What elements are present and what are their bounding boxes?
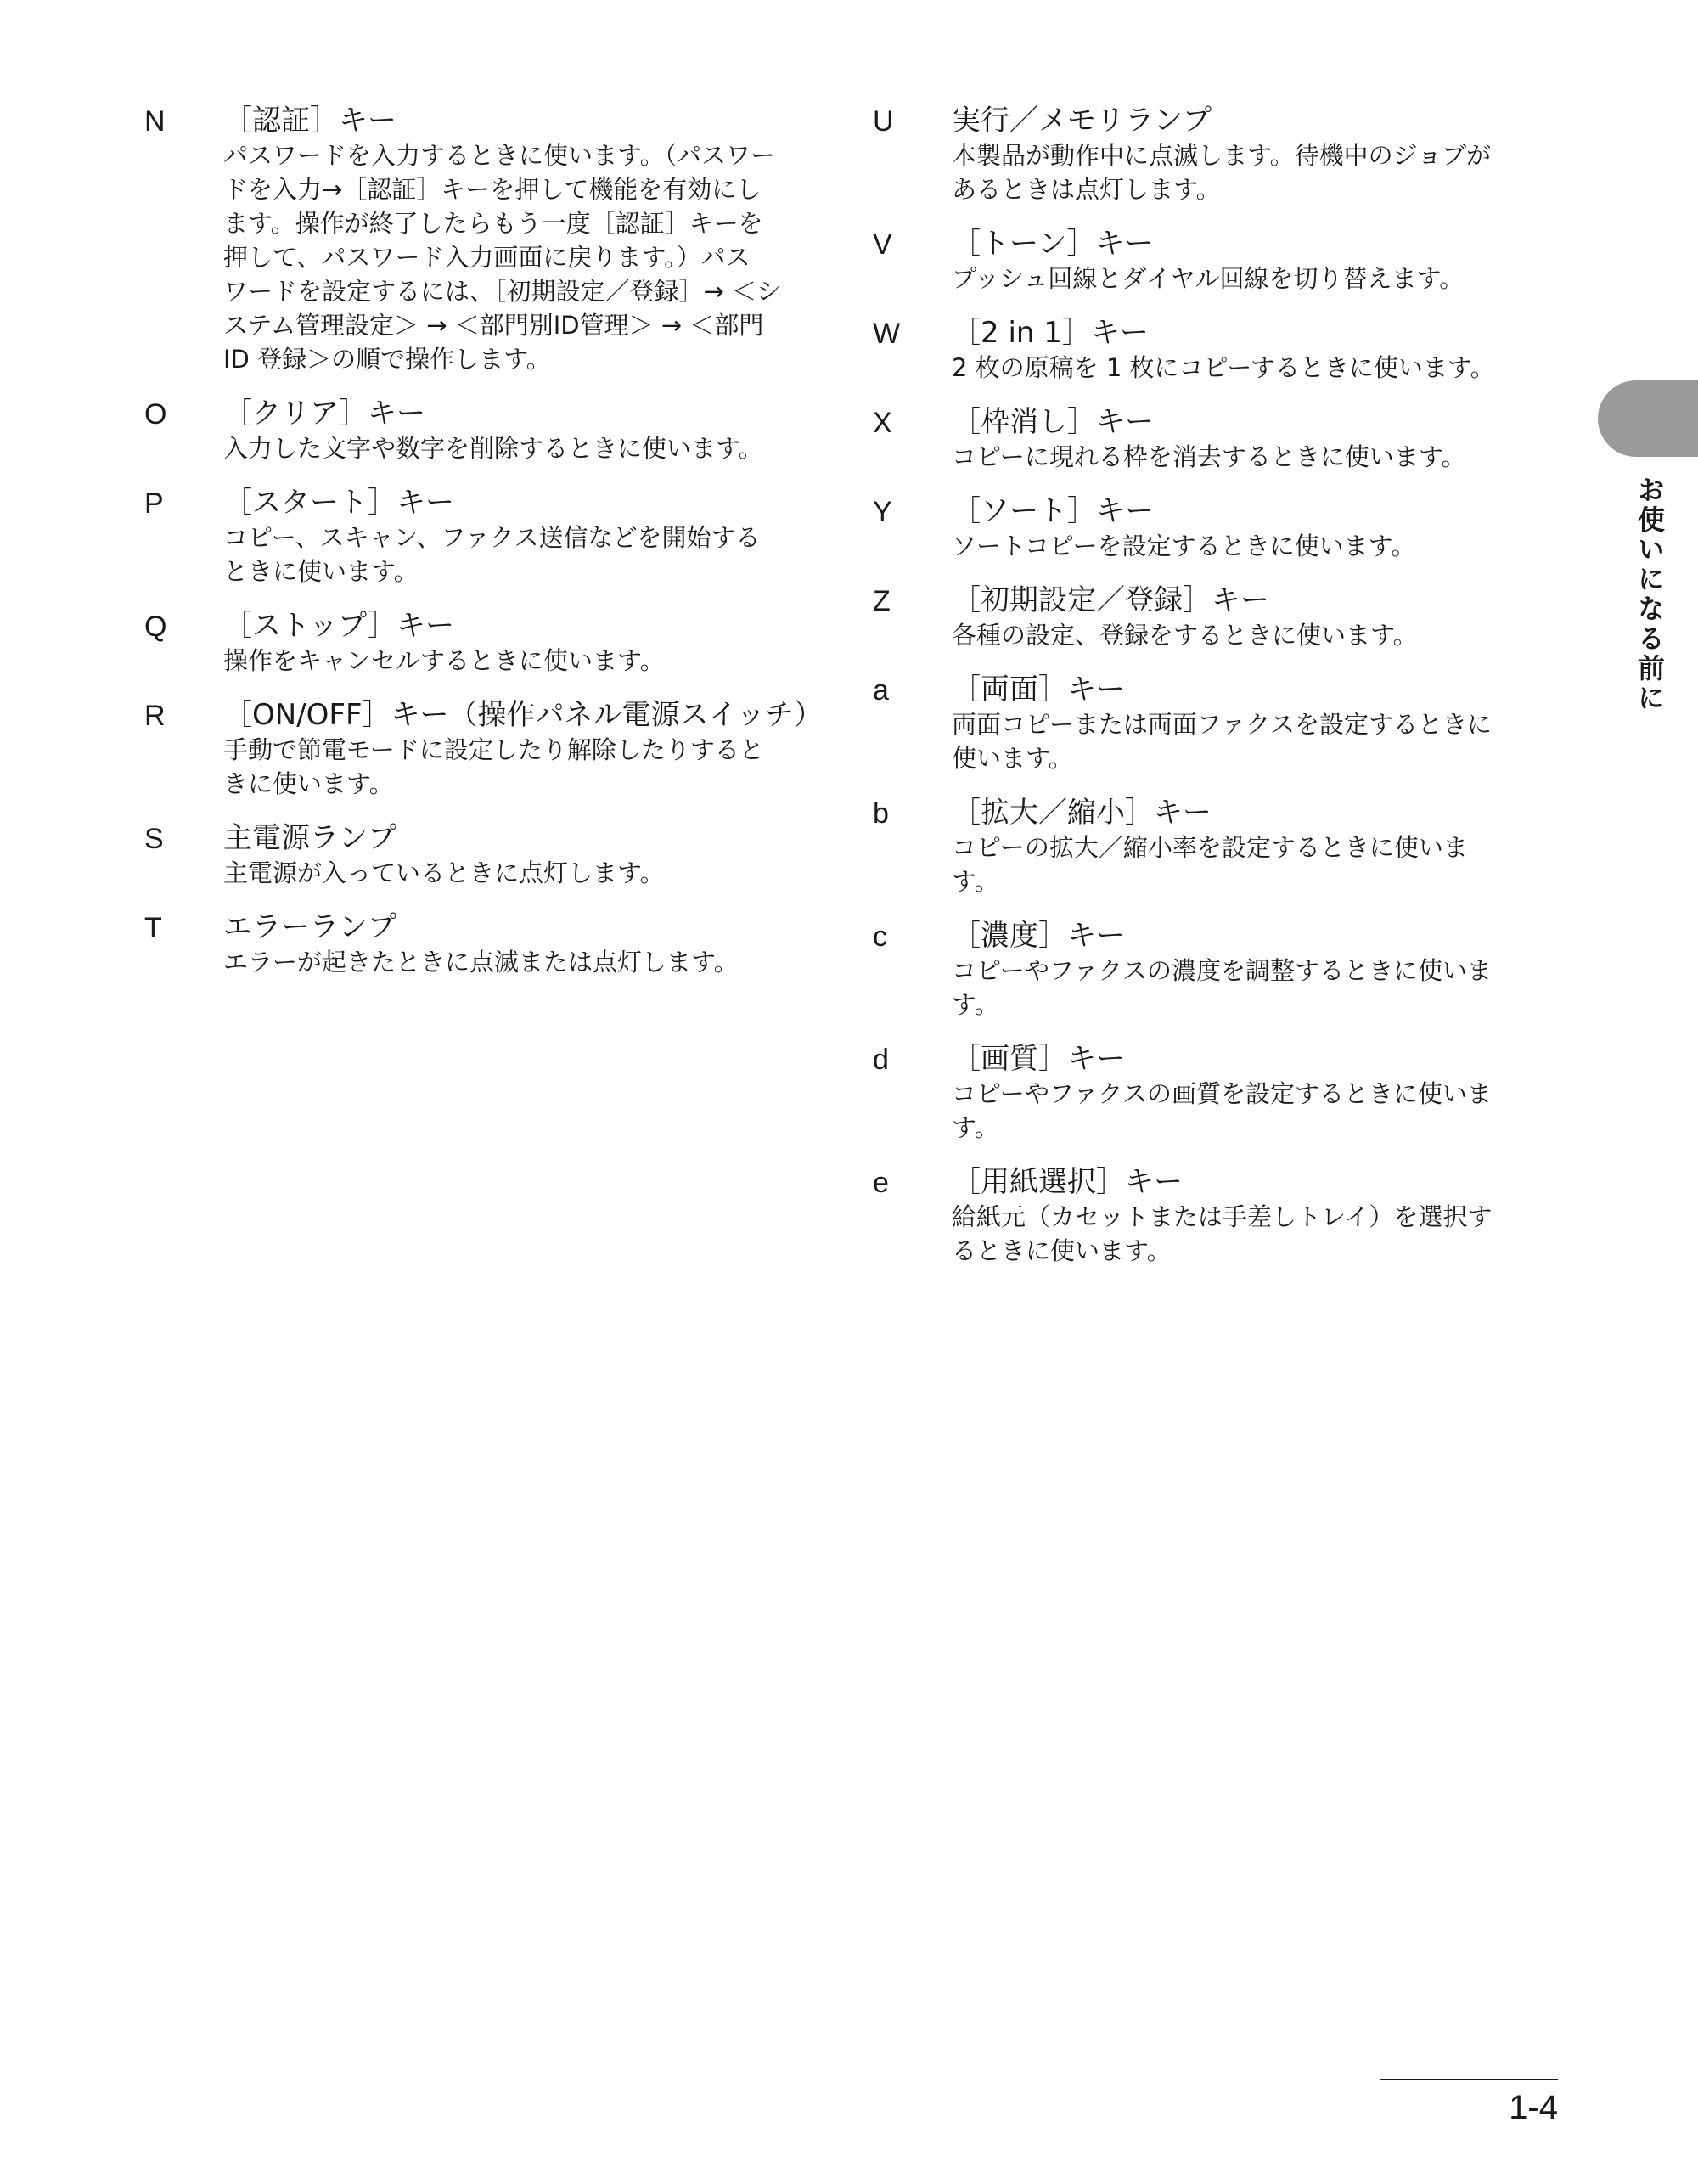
entry-description: [952, 618, 1569, 652]
entry-letter: c: [873, 920, 887, 953]
entry-letter: X: [873, 407, 892, 439]
entry-title: ［枠消し］キー: [952, 405, 1154, 439]
entry-description: [952, 529, 1569, 563]
entry-description: [223, 733, 841, 801]
key-entry: [873, 917, 1569, 1022]
key-entry: [873, 225, 1569, 296]
entry-title: エラーランプ: [223, 910, 396, 944]
description-line: 操作をキャンセルするときに使います。: [223, 646, 665, 675]
description-line: 給紙元（カセットまたは手差しトレイ）を選択す: [952, 1202, 1493, 1231]
description-line: プッシュ回線とダイヤル回線を切り替えます。: [952, 264, 1465, 293]
entry-description: [952, 138, 1569, 206]
description-line: 入力した文字や数字を削除するときに使います。: [223, 434, 763, 463]
entry-description: [223, 521, 841, 588]
description-line: コピーやファクスの濃度を調整するときに使いま: [952, 956, 1492, 985]
entry-description: [952, 707, 1569, 775]
description-line: す。: [952, 867, 999, 896]
description-line: コピーの拡大／縮小率を設定するときに使いま: [952, 833, 1468, 862]
entry-title: ［認証］キー: [223, 104, 396, 138]
entry-letter: Y: [873, 496, 892, 528]
chapter-tab: [1598, 380, 1698, 457]
description-line: パスワードを入力するときに使います。（パスワー: [223, 141, 776, 170]
entry-title: ［クリア］キー: [223, 397, 425, 431]
description-line: 各種の設定、登録をするときに使います。: [952, 621, 1418, 650]
left-column: [144, 102, 841, 998]
entry-title: ［両面］キー: [952, 673, 1125, 706]
entry-letter: P: [144, 487, 164, 520]
description-line: るときに使います。: [952, 1236, 1172, 1265]
entry-title: ［トーン］キー: [952, 227, 1154, 261]
description-line: 手動で節電モードに設定したり解除したりすると: [223, 735, 764, 764]
entry-letter: O: [144, 398, 167, 431]
key-entry: [144, 102, 841, 376]
entry-letter: Q: [144, 611, 167, 643]
key-entry: [873, 794, 1569, 898]
description-line: ドを入力→［認証］キーを押して機能を有効にし: [223, 175, 762, 204]
entry-description: [952, 1200, 1569, 1268]
entry-description: [223, 945, 841, 979]
entry-letter: V: [873, 228, 892, 261]
entry-title: ［スタート］キー: [223, 486, 454, 520]
entry-letter: R: [144, 700, 166, 732]
description-line: す。: [952, 990, 999, 1019]
description-line: 主電源が入っているときに点灯します。: [223, 858, 665, 887]
entry-letter: e: [873, 1167, 889, 1199]
key-entry: [873, 671, 1569, 775]
description-line: ソートコピーを設定するときに使います。: [952, 532, 1416, 560]
entry-letter: T: [144, 912, 162, 944]
entry-letter: S: [144, 823, 164, 855]
description-line: 両面コピーまたは両面ファクスを設定するときに: [952, 710, 1492, 739]
entry-description: [952, 830, 1569, 898]
entry-title: ［濃度］キー: [952, 919, 1125, 953]
entry-description: [223, 138, 841, 376]
key-entry: [144, 484, 841, 588]
key-entry: [144, 607, 841, 678]
entry-description: [952, 440, 1569, 474]
entry-title: 主電源ランプ: [223, 821, 396, 855]
key-entry: [144, 696, 841, 801]
description-line: す。: [952, 1113, 999, 1142]
description-line: ワードを設定するには、［初期設定／登録］→ ＜シ: [223, 277, 782, 306]
entry-letter: U: [873, 105, 894, 138]
entry-title: ［画質］キー: [952, 1042, 1125, 1076]
entry-title: ［初期設定／登録］キー: [952, 583, 1269, 617]
page-number: 1-4: [1509, 2089, 1558, 2126]
key-entry: [144, 395, 841, 465]
entry-letter: d: [873, 1044, 889, 1076]
description-line: ステム管理設定＞ → ＜部門別ID管理＞ → ＜部門: [223, 311, 764, 340]
entry-description: [223, 856, 841, 890]
key-entry: [873, 582, 1569, 652]
entry-letter: a: [873, 674, 889, 706]
description-line: 本製品が動作中に点滅します。待機中のジョブが: [952, 141, 1492, 170]
entry-description: [952, 262, 1569, 296]
entry-title: ［用紙選択］キー: [952, 1165, 1183, 1199]
entry-description: [952, 351, 1569, 385]
entry-letter: b: [873, 797, 889, 830]
description-line: コピーに現れる枠を消去するときに使います。: [952, 442, 1466, 471]
entry-title: 実行／メモリランプ: [952, 104, 1212, 138]
description-line: エラーが起きたときに点滅または点灯します。: [223, 948, 739, 977]
entry-title: ［拡大／縮小］キー: [952, 796, 1212, 830]
entry-letter: N: [144, 105, 166, 138]
description-line: 使います。: [952, 744, 1073, 773]
key-entry: [873, 493, 1569, 563]
right-column: [873, 102, 1569, 1286]
page-number-rule: [1380, 2079, 1558, 2080]
key-entry: [144, 909, 841, 979]
description-line: 押して、パスワード入力画面に戻ります。）パス: [223, 243, 751, 272]
key-entry: [873, 102, 1569, 206]
entry-letter: W: [873, 318, 901, 350]
description-line: ときに使います。: [223, 557, 419, 586]
entry-letter: Z: [873, 585, 891, 617]
description-line: 2 枚の原稿を 1 枚にコピーするときに使います。: [952, 353, 1495, 382]
entry-title: ［2 in 1］キー: [952, 316, 1149, 350]
entry-description: [952, 954, 1569, 1022]
chapter-tab-label: お使いになる前に: [1633, 476, 1666, 713]
key-entry: [144, 819, 841, 890]
entry-description: [223, 431, 841, 465]
entry-title: ［ソート］キー: [952, 494, 1154, 528]
key-entry: [873, 314, 1569, 385]
key-entry: [873, 1040, 1569, 1145]
key-entry: [873, 1163, 1569, 1268]
entry-title: ［ストップ］キー: [223, 609, 454, 643]
description-line: ID 登録＞の順で操作します。: [223, 345, 551, 374]
description-line: コピーやファクスの画質を設定するときに使いま: [952, 1079, 1492, 1108]
key-entry: [873, 403, 1569, 474]
entry-title: ［ON/OFF］キー（操作パネル電源スイッチ）: [223, 698, 824, 732]
description-line: きに使います。: [223, 769, 394, 798]
entry-description: [952, 1077, 1569, 1145]
entry-description: [223, 644, 841, 678]
description-line: ます。操作が終了したらもう一度［認証］キーを: [223, 209, 763, 238]
description-line: コピー、スキャン、ファクス送信などを開始する: [223, 523, 761, 552]
description-line: あるときは点灯します。: [952, 175, 1221, 204]
